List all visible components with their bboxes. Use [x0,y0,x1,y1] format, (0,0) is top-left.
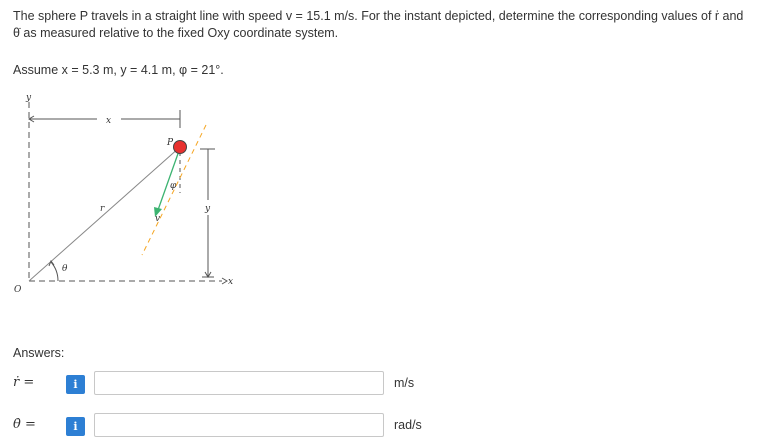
p-label: P [167,138,174,148]
problem-statement: The sphere P travels in a straight line with speed v = 15.1 m/s. For the instant depicted, determine the corresponding values of ṙ and θ̇ as measured relative to the fixed Oxy coordinate system. [13,9,744,40]
info-icon[interactable]: i [66,375,85,394]
thetadot-symbol: θ̇ = [13,417,36,432]
x-axis-label: x [228,277,234,287]
x-dimension-label: x [106,116,112,126]
theta-label: θ [62,264,68,274]
origin-label: O [14,285,22,295]
answer-row-thetadot [13,413,453,439]
y-dimension-label: y [205,204,211,214]
answers-label: Answers: [13,346,65,360]
assumption-text: Assume x = 5.3 m, y = 4.1 m, φ = 21°. [13,63,224,77]
velocity-label: v [155,214,161,224]
rdot-unit: m/s [394,376,415,390]
r-label: r [100,204,105,214]
info-icon[interactable]: i [66,417,85,436]
thetadot-unit: rad/s [394,418,422,432]
theta-arc [51,262,58,281]
thetadot-input[interactable] [94,413,384,437]
rdot-input[interactable] [94,371,384,395]
y-axis-label: y [26,93,32,103]
phi-label: φ [170,181,177,191]
rdot-symbol: ṙ = [13,375,35,390]
answer-row-rdot [13,371,453,397]
sphere-p [174,141,187,154]
problem-diagram [0,90,260,295]
